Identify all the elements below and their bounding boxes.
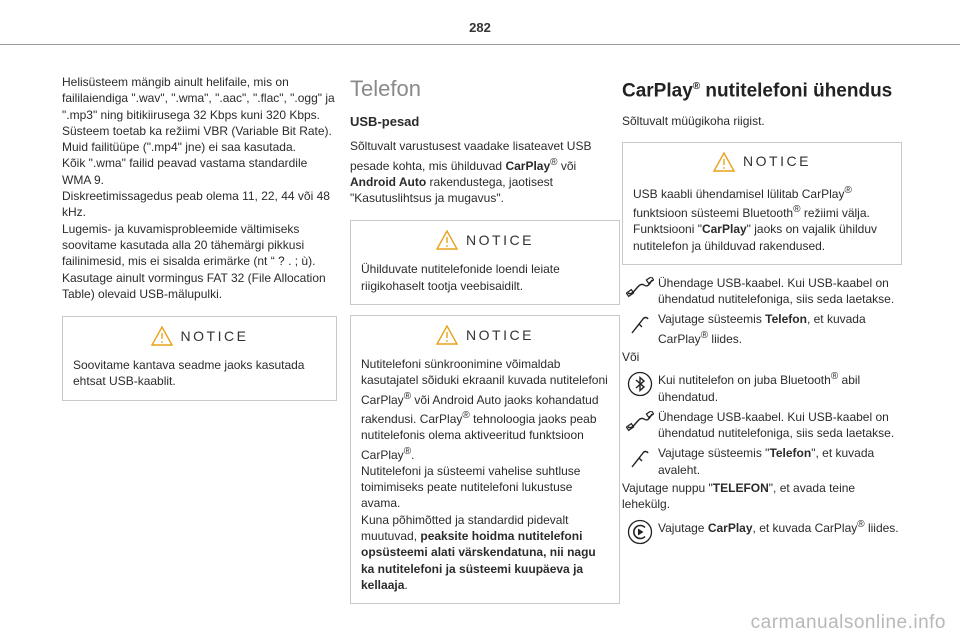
text-run: , et kuvada CarPlay — [752, 520, 858, 535]
steps — [622, 275, 902, 549]
warning-icon — [436, 230, 458, 250]
notice-title: NOTICE — [180, 328, 249, 344]
text-bold: CarPlay — [505, 158, 551, 173]
warning-icon — [151, 326, 173, 346]
section-subtitle: USB-pesad — [350, 114, 420, 129]
step-text — [658, 445, 902, 478]
usb-cable-icon — [622, 275, 658, 307]
step-usb-connect-2 — [622, 409, 902, 442]
text-run: CarPlay — [622, 80, 693, 102]
text-run: USB kaabli ühendamisel lülitab CarPlay — [633, 186, 845, 201]
step-text — [658, 311, 902, 347]
text-run: Sõltuvalt varustusest vaadake lisateavet USB pesade kohta, mis ühilduvad — [350, 139, 592, 173]
step-usb-connect — [622, 275, 902, 308]
registered-mark: ® — [462, 409, 470, 421]
press-telefon-text — [622, 480, 902, 513]
usb-cable-icon — [622, 409, 658, 441]
registered-mark: ® — [403, 445, 412, 457]
country-note: Sõltuvalt müügikoha riigist. — [622, 114, 765, 129]
carplay-icon — [622, 517, 658, 549]
bluetooth-icon — [622, 369, 658, 401]
registered-mark: ® — [857, 518, 865, 530]
text-bold: CarPlay — [707, 520, 753, 535]
finger-tap-icon — [622, 311, 658, 343]
text-bold: Android Auto — [350, 174, 427, 189]
page-number: 282 — [469, 20, 491, 35]
notice-box — [350, 315, 620, 604]
notice-text: Ühilduvate nutitelefonide loendi leiate riigikohaselt tootja veebisaidilt. — [361, 262, 560, 293]
notice-header — [361, 229, 609, 251]
finger-tap-icon — [622, 445, 658, 477]
text-run: Vajutage süsteemis " — [658, 446, 770, 461]
warning-icon — [713, 152, 735, 172]
text-bold: Telefon — [769, 446, 812, 461]
text-run: režiimi välja. Funktsiooni " — [633, 205, 870, 237]
top-divider — [0, 44, 960, 45]
registered-mark: ® — [550, 156, 558, 168]
notice-text — [361, 356, 609, 593]
column-1 — [62, 74, 337, 401]
text-bold: TELEFON — [712, 481, 769, 496]
text-run: ", et kuvada avaleht. — [658, 446, 875, 477]
text-run: rakendustega, jaotisest "Kasutuslihtsus ja mugavus". — [350, 174, 553, 206]
text-run: Vajutage — [658, 520, 708, 535]
registered-mark: ® — [830, 371, 839, 383]
registered-mark: ® — [793, 203, 801, 215]
notice-title: NOTICE — [743, 153, 811, 170]
notice-text: Soovitame kantava seadme jaoks kasutada ehtsat USB-kaablit. — [73, 358, 305, 389]
notice-title: NOTICE — [466, 232, 534, 249]
text-run: ", et avada teine lehekülg. — [622, 481, 856, 512]
section-title — [622, 74, 902, 103]
text-bold: Telefon — [765, 312, 807, 327]
notice-box — [622, 142, 902, 265]
step-press-carplay — [622, 517, 902, 549]
text-run: või — [557, 158, 577, 173]
text-bold: CarPlay — [701, 222, 747, 237]
text-run: liides. — [708, 331, 743, 346]
notice-title: NOTICE — [466, 326, 534, 343]
notice-header — [361, 324, 609, 346]
column-3 — [622, 74, 902, 549]
notice-header — [633, 151, 891, 173]
step-bluetooth — [622, 369, 902, 405]
column-2 — [342, 74, 620, 604]
registered-mark: ® — [844, 184, 852, 196]
warning-icon — [436, 325, 458, 345]
audio-format-text: Helisüsteem mängib ainult helifaile, mis on faililaiendiga ".wav", ".wma", ".aac", ".flac", ".ogg" ja ".mp3" ning bitikiirusega 32 Kbps kuni 320 Kbps. Süsteem toetab ka režiimi VBR (Variable Bit Rate). Muid failitüüpe (".mp4" jne) ei saa kasutada. Kõik ".wma" failid peavad vastama standardile WMA 9. Diskreetimissagedus peab olema 11, 22, 44 või 48 kHz. Lugemis- ja kuvamisprobleemide vältimiseks soovitame kasutada alla 20 tähemärgi pikkusi failinimesid, mis ei sisalda erimärke (nt “ ? . ; ù). Kasutage ainult vormingus FAT 32 (File Allocation Table) olevaid USB-mälupulki. — [62, 75, 335, 301]
text-run: või Android Auto jaoks kohandatud rakendusi. CarPlay — [361, 392, 599, 426]
notice-box — [350, 220, 620, 305]
registered-mark: ® — [700, 329, 709, 341]
text-run: " jaoks on vajalik ühilduv nutitelefon ja ühilduvad rakendused. — [633, 222, 878, 253]
text-run: Vajutage nuppu " — [622, 481, 713, 496]
step-text — [658, 369, 902, 405]
notice-header — [73, 325, 326, 347]
usb-intro-text — [350, 138, 620, 206]
step-text — [658, 517, 902, 549]
notice-box — [62, 316, 337, 401]
text-run: nutitelefoni ühendus — [700, 80, 893, 102]
text-run: liides. — [864, 520, 899, 535]
step-text: Ühendage USB-kaabel. Kui USB-kaabel on ühendatud nutitelefoniga, siis seda laetakse. — [658, 409, 895, 441]
text-bold: peaksite hoidma nutitelefoni opsüsteemi alati värskendatuna, nii nagu ka nutitelefoni ja süsteemi kuupäeva ja kellaaja — [361, 529, 596, 592]
or-text: Või — [622, 350, 640, 364]
notice-text — [633, 183, 891, 254]
step-press-telefon-2 — [622, 445, 902, 478]
text-run: , et kuvada CarPlay — [658, 312, 866, 346]
registered-mark: ® — [403, 390, 412, 402]
text-run: Vajutage süsteemis — [658, 312, 766, 327]
step-press-telefon — [622, 311, 902, 347]
step-text: Ühendage USB-kaabel. Kui USB-kaabel on ühendatud nutitelefoniga, siis seda laetakse. — [658, 275, 895, 307]
section-title: Telefon — [350, 76, 421, 101]
text-run: . Nutitelefoni ja süsteemi vahelise suhtluse toimimiseks peate nutitelefoni lukustuse avama. Kuna põhimõtted ja standardid pidevalt muutuvad, — [361, 447, 581, 544]
watermark: carmanualsonline.info — [750, 612, 946, 633]
registered-mark: ® — [692, 81, 701, 92]
text-run: . — [404, 577, 408, 592]
text-run: funktsioon süsteemi Bluetooth — [633, 205, 794, 220]
text-run: Nutitelefoni sünkroonimine võimaldab kasutajatel sõiduki ekraanil kuvada nutitelefoni CarPlay — [361, 357, 608, 407]
text-run: Kui nutitelefon on juba Bluetooth — [658, 373, 831, 388]
text-run: abil ühendatud. — [658, 373, 861, 404]
text-run: tehnoloogia jaoks peab nutitelefonis olema aktiveeritud funktsioon CarPlay — [361, 411, 597, 462]
